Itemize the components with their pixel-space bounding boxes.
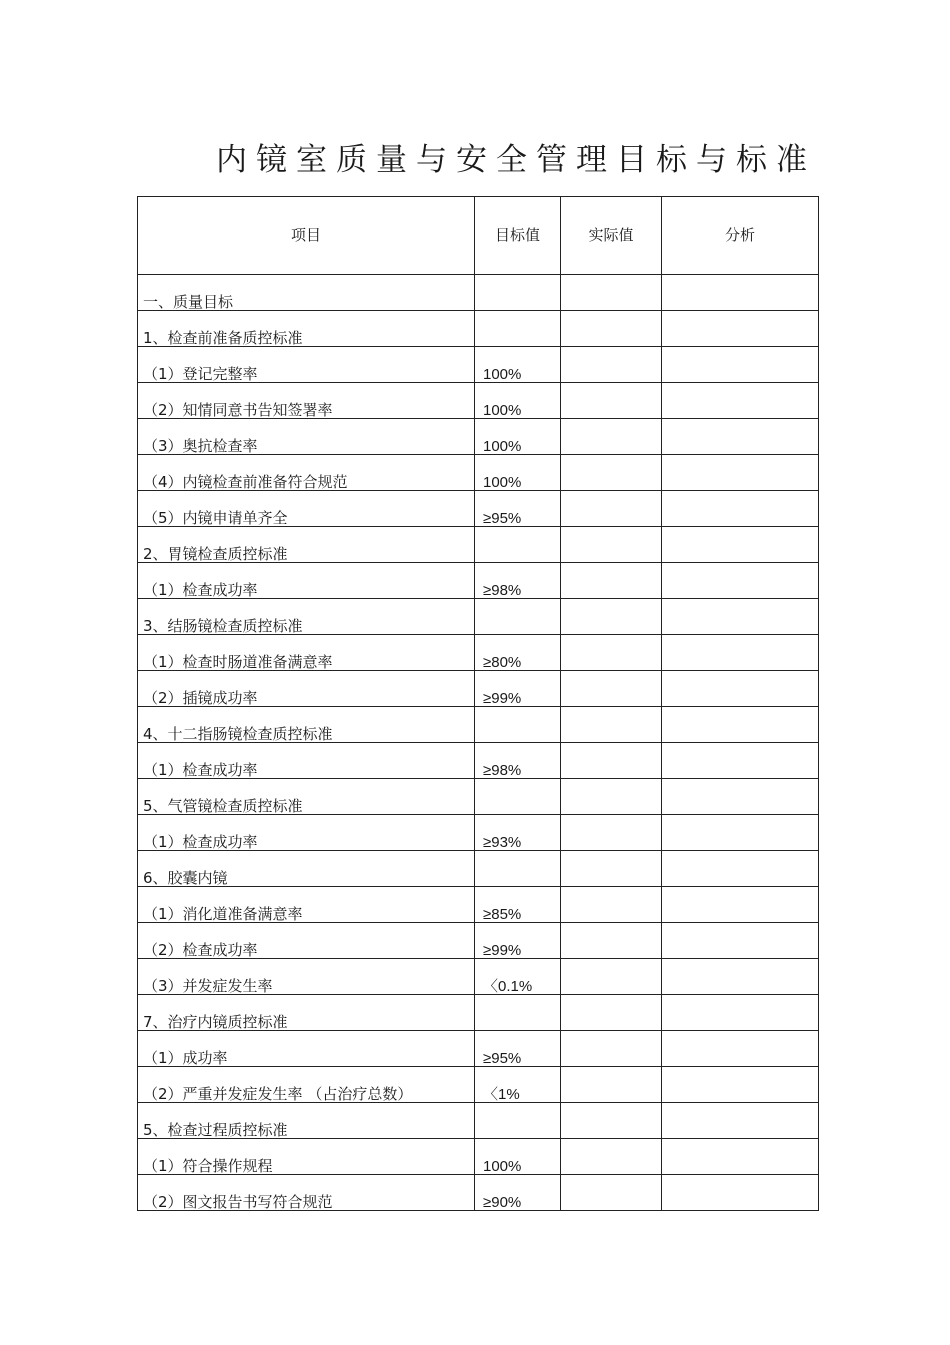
table-row (138, 1067, 819, 1103)
analysis-cell[interactable] (662, 1175, 819, 1211)
actual-value-cell[interactable] (561, 383, 662, 419)
actual-value-cell[interactable] (561, 599, 662, 635)
actual-value-cell[interactable] (561, 887, 662, 923)
analysis-cell[interactable] (662, 815, 819, 851)
analysis-cell[interactable] (662, 743, 819, 779)
table-row (138, 815, 819, 851)
item-cell: （1）符合操作规程 (138, 1139, 475, 1175)
item-cell: （1）消化道准备满意率 (138, 887, 475, 923)
item-cell: （1）检查成功率 (138, 743, 475, 779)
table-row (138, 707, 819, 743)
target-value-cell: 〈0.1% (475, 959, 561, 995)
item-cell: 3、结肠镜检查质控标准 (138, 599, 475, 635)
item-cell: （1）检查成功率 (138, 563, 475, 599)
actual-value-cell[interactable] (561, 1139, 662, 1175)
analysis-cell[interactable] (662, 635, 819, 671)
table-row (138, 887, 819, 923)
target-value-cell: ≥95% (475, 491, 561, 527)
target-value-cell: ≥99% (475, 671, 561, 707)
target-value-cell: ≥85% (475, 887, 561, 923)
analysis-cell[interactable] (662, 275, 819, 311)
analysis-cell[interactable] (662, 527, 819, 563)
target-value-cell: ≥98% (475, 743, 561, 779)
actual-value-cell[interactable] (561, 275, 662, 311)
table-row (138, 599, 819, 635)
actual-value-cell[interactable] (561, 923, 662, 959)
target-value-cell: ≥80% (475, 635, 561, 671)
item-cell: （2）知情同意书告知签署率 (138, 383, 475, 419)
table-body (138, 275, 819, 1211)
item-cell: 2、胃镜检查质控标准 (138, 527, 475, 563)
analysis-cell[interactable] (662, 707, 819, 743)
target-value-cell (475, 311, 561, 347)
target-value-cell: 〈1% (475, 1067, 561, 1103)
analysis-cell[interactable] (662, 1067, 819, 1103)
target-value-cell: 100% (475, 347, 561, 383)
table-row (138, 455, 819, 491)
item-cell: （3）奥抗检查率 (138, 419, 475, 455)
analysis-cell[interactable] (662, 959, 819, 995)
target-value-cell (475, 779, 561, 815)
actual-value-cell[interactable] (561, 995, 662, 1031)
table-row (138, 923, 819, 959)
item-cell: （1）登记完整率 (138, 347, 475, 383)
target-value-cell: ≥99% (475, 923, 561, 959)
actual-value-cell[interactable] (561, 815, 662, 851)
analysis-cell[interactable] (662, 455, 819, 491)
table-header-row (138, 197, 819, 275)
target-value-cell: ≥95% (475, 1031, 561, 1067)
table-row (138, 959, 819, 995)
analysis-cell[interactable] (662, 779, 819, 815)
item-cell: （2）插镜成功率 (138, 671, 475, 707)
item-cell: 一、质量目标 (138, 275, 475, 311)
analysis-cell[interactable] (662, 419, 819, 455)
analysis-cell[interactable] (662, 383, 819, 419)
actual-value-cell[interactable] (561, 455, 662, 491)
quality-standards-table (137, 196, 819, 1211)
table-row (138, 851, 819, 887)
actual-value-cell[interactable] (561, 635, 662, 671)
header-actual: 实际值 (561, 197, 662, 275)
analysis-cell[interactable] (662, 1139, 819, 1175)
table-row (138, 563, 819, 599)
header-item: 项目 (138, 197, 475, 275)
actual-value-cell[interactable] (561, 491, 662, 527)
target-value-cell (475, 995, 561, 1031)
header-analysis: 分析 (662, 197, 819, 275)
analysis-cell[interactable] (662, 1031, 819, 1067)
analysis-cell[interactable] (662, 995, 819, 1031)
actual-value-cell[interactable] (561, 1031, 662, 1067)
target-value-cell (475, 1103, 561, 1139)
actual-value-cell[interactable] (561, 419, 662, 455)
target-value-cell (475, 707, 561, 743)
table-row (138, 743, 819, 779)
item-cell: （1）检查成功率 (138, 815, 475, 851)
target-value-cell: 100% (475, 419, 561, 455)
actual-value-cell[interactable] (561, 1175, 662, 1211)
table-row (138, 419, 819, 455)
table-row (138, 1103, 819, 1139)
page-title: 内镜室质量与安全管理目标与标准 (216, 142, 816, 178)
table-row (138, 275, 819, 311)
item-cell: 4、十二指肠镜检查质控标准 (138, 707, 475, 743)
actual-value-cell[interactable] (561, 527, 662, 563)
target-value-cell: 100% (475, 1139, 561, 1175)
actual-value-cell[interactable] (561, 1067, 662, 1103)
target-value-cell: ≥98% (475, 563, 561, 599)
analysis-cell[interactable] (662, 347, 819, 383)
actual-value-cell[interactable] (561, 743, 662, 779)
target-value-cell (475, 527, 561, 563)
item-cell: （1）成功率 (138, 1031, 475, 1067)
item-cell: （2）严重并发症发生率 （占治疗总数） (138, 1067, 475, 1103)
target-value-cell (475, 599, 561, 635)
analysis-cell[interactable] (662, 563, 819, 599)
actual-value-cell[interactable] (561, 563, 662, 599)
actual-value-cell[interactable] (561, 671, 662, 707)
analysis-cell[interactable] (662, 887, 819, 923)
actual-value-cell[interactable] (561, 347, 662, 383)
analysis-cell[interactable] (662, 491, 819, 527)
table-row (138, 1175, 819, 1211)
item-cell: 5、检查过程质控标准 (138, 1103, 475, 1139)
analysis-cell[interactable] (662, 923, 819, 959)
table-row (138, 527, 819, 563)
actual-value-cell[interactable] (561, 779, 662, 815)
analysis-cell[interactable] (662, 671, 819, 707)
item-cell: （4）内镜检查前准备符合规范 (138, 455, 475, 491)
target-value-cell: ≥90% (475, 1175, 561, 1211)
table-row (138, 383, 819, 419)
actual-value-cell[interactable] (561, 1103, 662, 1139)
header-target: 目标值 (475, 197, 561, 275)
table-row (138, 671, 819, 707)
item-cell: 6、胶囊内镜 (138, 851, 475, 887)
analysis-cell[interactable] (662, 311, 819, 347)
item-cell: 5、气管镜检查质控标准 (138, 779, 475, 815)
target-value-cell: ≥93% (475, 815, 561, 851)
item-cell: （1）检查时肠道准备满意率 (138, 635, 475, 671)
item-cell: （5）内镜申请单齐全 (138, 491, 475, 527)
item-cell: 1、检查前准备质控标准 (138, 311, 475, 347)
target-value-cell (475, 275, 561, 311)
actual-value-cell[interactable] (561, 959, 662, 995)
target-value-cell: 100% (475, 455, 561, 491)
analysis-cell[interactable] (662, 851, 819, 887)
table-row (138, 995, 819, 1031)
target-value-cell (475, 851, 561, 887)
item-cell: （2）检查成功率 (138, 923, 475, 959)
actual-value-cell[interactable] (561, 851, 662, 887)
table-row (138, 1139, 819, 1175)
item-cell: （3）并发症发生率 (138, 959, 475, 995)
table-row (138, 491, 819, 527)
target-value-cell: 100% (475, 383, 561, 419)
item-cell: 7、治疗内镜质控标准 (138, 995, 475, 1031)
table-row (138, 311, 819, 347)
actual-value-cell[interactable] (561, 707, 662, 743)
actual-value-cell[interactable] (561, 311, 662, 347)
table-row (138, 779, 819, 815)
analysis-cell[interactable] (662, 599, 819, 635)
analysis-cell[interactable] (662, 1103, 819, 1139)
table-row (138, 635, 819, 671)
table-row (138, 347, 819, 383)
item-cell: （2）图文报告书写符合规范 (138, 1175, 475, 1211)
table-row (138, 1031, 819, 1067)
